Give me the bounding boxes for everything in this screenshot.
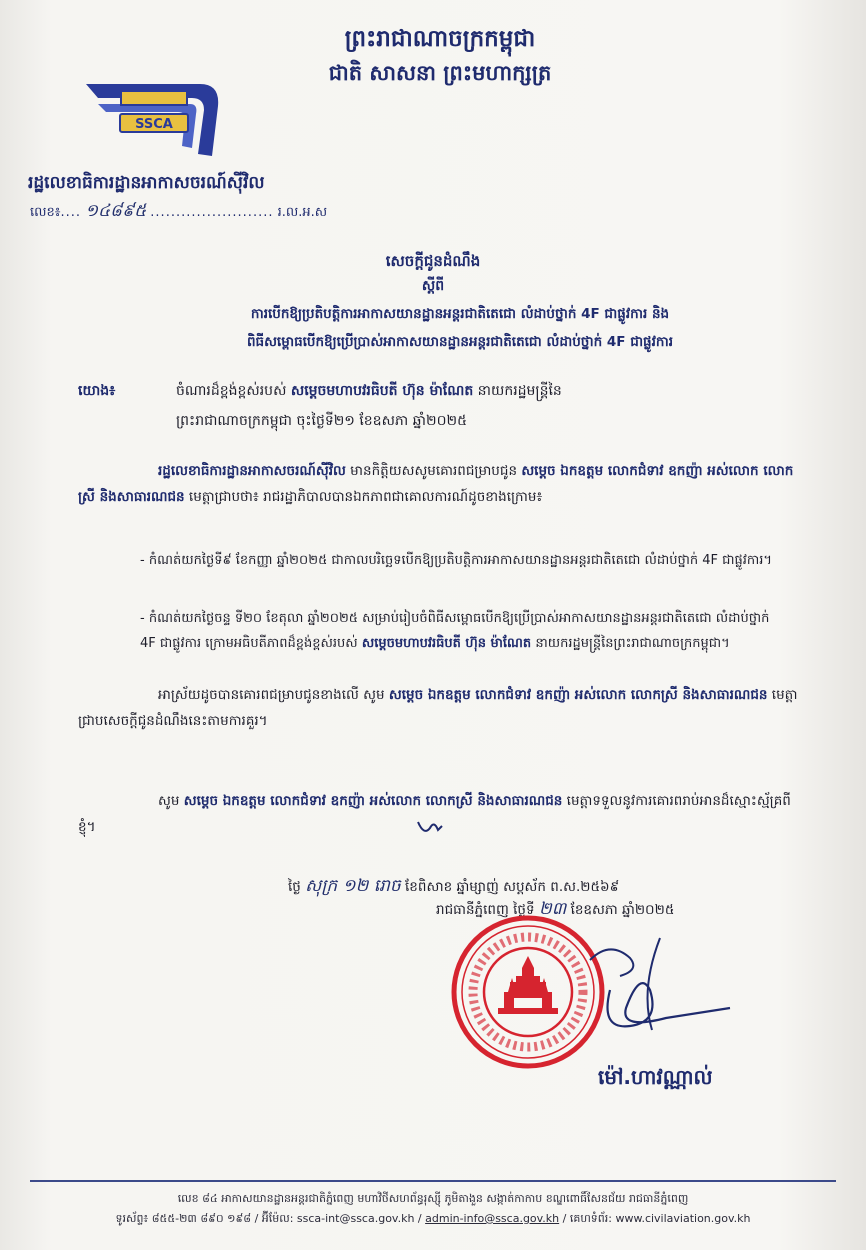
para2-text-a: អាស្រ័យដូចបានគោរពជម្រាបជូនខាងលើ សូម <box>158 687 385 703</box>
ref-label: លេខ៖ <box>30 205 61 220</box>
reference-pm-name: សម្តេចមហាបវរធិបតី ហ៊ុន ម៉ាណែត <box>290 383 474 399</box>
document-subtitle: ស្តីពី <box>421 278 445 294</box>
para1-addressees: សម្តេច ឯកឧត្តម លោកជំទាវ ឧកញ៉ា អស់លោក លោកស្រី និងសាធារណជន <box>78 463 794 506</box>
initial-mark-icon <box>416 818 444 838</box>
ministry-name: រដ្ឋលេខាធិការដ្ឋានអាកាសចរណ៍ស៊ីវិល <box>28 173 265 193</box>
lunar-handwritten: សុក្រ ១២ រោច <box>305 876 401 896</box>
reference-number: លេខ៖.... ១៤៨៩៥ ........................ រ.ល.អ.ស <box>30 201 328 221</box>
para3-text-a: សូម <box>158 793 180 809</box>
footer-divider <box>30 1180 836 1182</box>
footer-phone-email: ទូរស័ព្ទ៖ ៨៥៥-២៣ ៨៩០ ១៩៨ / អ៊ីម៉ែល: ssca-int@ssca.gov.kh / <box>115 1212 426 1225</box>
bullet2-text-b: នាយករដ្ឋមន្ត្រីនៃព្រះរាជាណាចក្រកម្ពុជា។ <box>535 636 730 652</box>
paragraph-2 <box>78 682 798 735</box>
lunar-suffix: ខែពិសាខ ឆ្នាំម្សាញ់ សប្តស័ក ព.ស.២៥៦៩ <box>405 879 620 895</box>
paragraph-1 <box>78 458 798 511</box>
reference-text-a: ចំណារដ៏ខ្ពង់ខ្ពស់របស់ <box>176 383 287 399</box>
footer-admin-email-link[interactable]: admin-info@ssca.gov.kh <box>425 1212 560 1225</box>
reference-text-c: នាយករដ្ឋមន្ត្រីនៃ <box>477 383 562 399</box>
reference-text-line-2: ព្រះរាជាណាចក្រកម្ពុជា ចុះថ្ងៃទី២១ ខែឧសភា ឆ្នាំ២០២៥ <box>176 413 468 429</box>
bullet-2 <box>140 606 780 657</box>
bullet2-text-a: - កំណត់យកថ្ងៃចន្ទ ទី២០ ខែតុលា ឆ្នាំ២០២៥ សម្រាប់រៀបចំពិធីសម្ពោធបើកឱ្យប្រើប្រាស់អាកាសយានដ្ឋានអន្តរជាតិតេជោ លំដាប់ថ្នាក់ 4F ជាផ្លូវការ ក្រោមអធិបតីភាពដ៏ខ្ពង់ខ្ពស់របស់ <box>140 611 770 652</box>
date-suffix: ខែឧសភា ឆ្នាំ២០២៥ <box>570 902 675 918</box>
para2-text-b: មេត្តាជ្រាបសេចក្តីជូនដំណឹងនេះតាមការគួរ។ <box>78 687 798 730</box>
footer-address: លេខ ៨៤ អាកាសយានដ្ឋានអន្តរជាតិភ្នំពេញ មហាវិថីសហព័ន្ធរុស្ស៊ី ភូមិតាងួន សង្កាត់កាកាប ខណ្ឌពោធិ៍សែនជ័យ រាជធានីភ្នំពេញ <box>177 1192 689 1205</box>
signature-icon <box>570 930 770 1050</box>
para3-text-b: មេត្តាទទួលនូវការគោរពរាប់អានដ៏ស្មោះស្ម័គ្រពីខ្ញុំ។ <box>78 793 791 836</box>
logo-text: SSCA <box>135 117 173 132</box>
subject-line-1: ការបើកឱ្យប្រតិបត្តិការអាកាសយានដ្ឋានអន្តរជាតិតេជោ លំដាប់ថ្នាក់ 4F ជាផ្លូវការ និង <box>250 306 670 322</box>
lunar-prefix: ថ្ងៃ <box>288 879 301 895</box>
para2-addressees: សម្តេច ឯកឧត្តម លោកជំទាវ ឧកញ៉ា អស់លោក លោកស្រី និងសាធារណជន <box>388 687 768 703</box>
bullet-1: - កំណត់យកថ្ងៃទី៩ ខែកញ្ញា ឆ្នាំ២០២៥ ជាកាលបរិច្ឆេទបើកឱ្យប្រតិបត្តិការអាកាសយានដ្ឋានអន្តរជាតិតេជោ លំដាប់ថ្នាក់ 4F ជាផ្លូវការ។ <box>140 553 772 568</box>
document-title: សេចក្តីជូនដំណឹង <box>385 252 481 270</box>
footer-contact <box>0 1212 866 1228</box>
para1-ministry: រដ្ឋលេខាធិការដ្ឋានអាកាសចរណ៍ស៊ីវិល <box>158 463 346 479</box>
subject-line-2: ពិធីសម្ពោធបើកឱ្យប្រើប្រាស់អាកាសយានដ្ឋានអន្តរជាតិតេជោ លំដាប់ថ្នាក់ 4F ជាផ្លូវការ <box>246 334 674 350</box>
para3-addressees: សម្តេច ឯកឧត្តម លោកជំទាវ ឧកញ៉ា អស់លោក លោកស្រី និងសាធារណជន <box>183 793 563 809</box>
ref-dots: ........................ <box>150 205 274 220</box>
date-prefix: រាជធានីភ្នំពេញ ថ្ងៃទី <box>436 902 535 918</box>
reference-text <box>176 378 776 405</box>
kingdom-line-1: ព្រះរាជាណាចក្រកម្ពុជា <box>344 25 536 52</box>
ssca-logo <box>80 70 230 170</box>
para1-text-a: មានកិត្តិយសសូមគោរពជម្រាបជូន <box>350 463 518 479</box>
footer-website: / គេហទំព័រ: www.civilaviation.gov.kh <box>559 1212 751 1225</box>
para1-text-b: មេត្តាជ្រាបថា៖ រាជរដ្ឋាភិបាលបានឯកភាពជាគោលការណ៍ដូចខាងក្រោម៖ <box>188 489 543 506</box>
reference-label: យោង៖ <box>78 383 116 399</box>
ref-suffix: រ.ល.អ.ស <box>277 205 328 220</box>
ref-number-handwritten: ១៤៨៩៥ <box>85 201 147 221</box>
date-handwritten: ២៣ <box>538 899 567 919</box>
bullet2-pm-name: សម្តេចមហាបវរធិបតី ហ៊ុន ម៉ាណែត <box>361 636 532 652</box>
kingdom-line-2: ជាតិ សាសនា ព្រះមហាក្សត្រ <box>328 59 552 85</box>
signer-name: ម៉ៅ.ហាវណ្ណាល់ <box>598 1065 713 1089</box>
kingdom-motto <box>290 22 590 88</box>
